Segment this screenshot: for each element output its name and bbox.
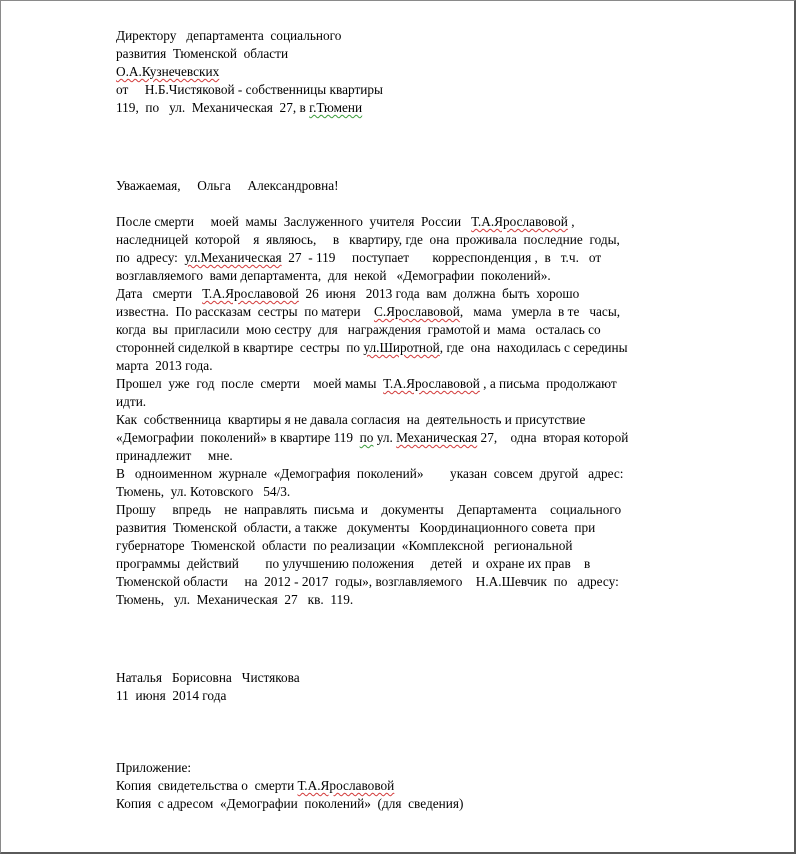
paragraph-5-line-2: Тюмень, ул. Котовского 54/3. [116,484,291,499]
sender-address: 119, по ул. Механическая 27, в г.Тюмени [116,100,363,115]
paragraph-2-line-5: марта 2013 года. [116,358,213,373]
attachment-item-1: Копия свидетельства о смерти Т.А.Ярославовой [116,778,395,793]
attachments-title: Приложение: [116,760,192,775]
spellcheck-underline: О.А.Кузнечевских [116,64,220,79]
paragraph-4-line-3: принадлежит мне. [116,448,233,463]
letter-body[interactable] [116,27,746,813]
paragraph-2-line-3: когда вы пригласили мою сестру для награждения грамотой и мама осталась со [116,322,601,337]
greeting: Уважаемая, Ольга Александровна! [116,178,339,193]
paragraph-6-line-4: программы действий по улучшению положения детей и охране их прав в [116,556,591,571]
paragraph-1-line-4: возглавляемого вами департамента, для некой «Демографии поколений». [116,268,551,283]
paragraph-4-line-1: Как собственница квартиры я не давала согласия на деятельность и присутствие [116,412,586,427]
attachment-item-2: Копия с адресом «Демографии поколений» (для сведения) [116,796,464,811]
paragraph-3-line-1: Прошел уже год после смерти моей мамы Т.А.Ярославовой , а письма продолжают [116,376,617,391]
paragraph-1-line-1: После смерти моей мамы Заслуженного учителя России Т.А.Ярославовой , [116,214,575,229]
paragraph-6-line-1: Прошу впредь не направлять письма и документы Департамента социального [116,502,622,517]
paragraph-6-line-5: Тюменской области на 2012 - 2017 годы», возглавляемого Н.А.Шевчик по адресу: [116,574,619,589]
paragraph-2-line-2: известна. По рассказам сестры по матери С.Ярославовой, мама умерла в те часы, [116,304,621,319]
paragraph-6-line-2: развития Тюменской области, а также документы Координационного совета при [116,520,596,535]
paragraph-1-line-3: по адресу: ул.Механическая 27 - 119 поступает корреспонденция , в т.ч. от [116,250,602,265]
paragraph-2-line-4: сторонней сиделкой в квартире сестры по ул.Широтной, где она находилась с середины [116,340,628,355]
addressee-line-2: развития Тюменской области [116,46,289,61]
paragraph-2-line-1: Дата смерти Т.А.Ярославовой 26 июня 2013 года вам должна быть хорошо [116,286,580,301]
paragraph-4-line-2: «Демографии поколений» в квартире 119 по ул. Механическая 27, одна вторая которой [116,430,629,445]
addressee-line-1: Директору департамента социального [116,28,342,43]
paragraph-6-line-6: Тюмень, ул. Механическая 27 кв. 119. [116,592,354,607]
signature-name: Наталья Борисовна Чистякова [116,670,300,685]
paragraph-6-line-3: губернаторе Тюменской области по реализации «Комплексной региональной [116,538,573,553]
grammar-underline: г.Тюмени [309,100,363,115]
paragraph-1-line-2: наследницей которой я являюсь, в квартиру, где она проживала последние годы, [116,232,620,247]
sender-line: от Н.Б.Чистяковой - собственницы квартиры [116,82,383,97]
signature-date: 11 июня 2014 года [116,688,227,703]
paragraph-3-line-2: идти. [116,394,147,409]
paragraph-5-line-1: В одноименном журнале «Демография поколений» указан совсем другой адрес: [116,466,624,481]
addressee-name [116,63,746,81]
